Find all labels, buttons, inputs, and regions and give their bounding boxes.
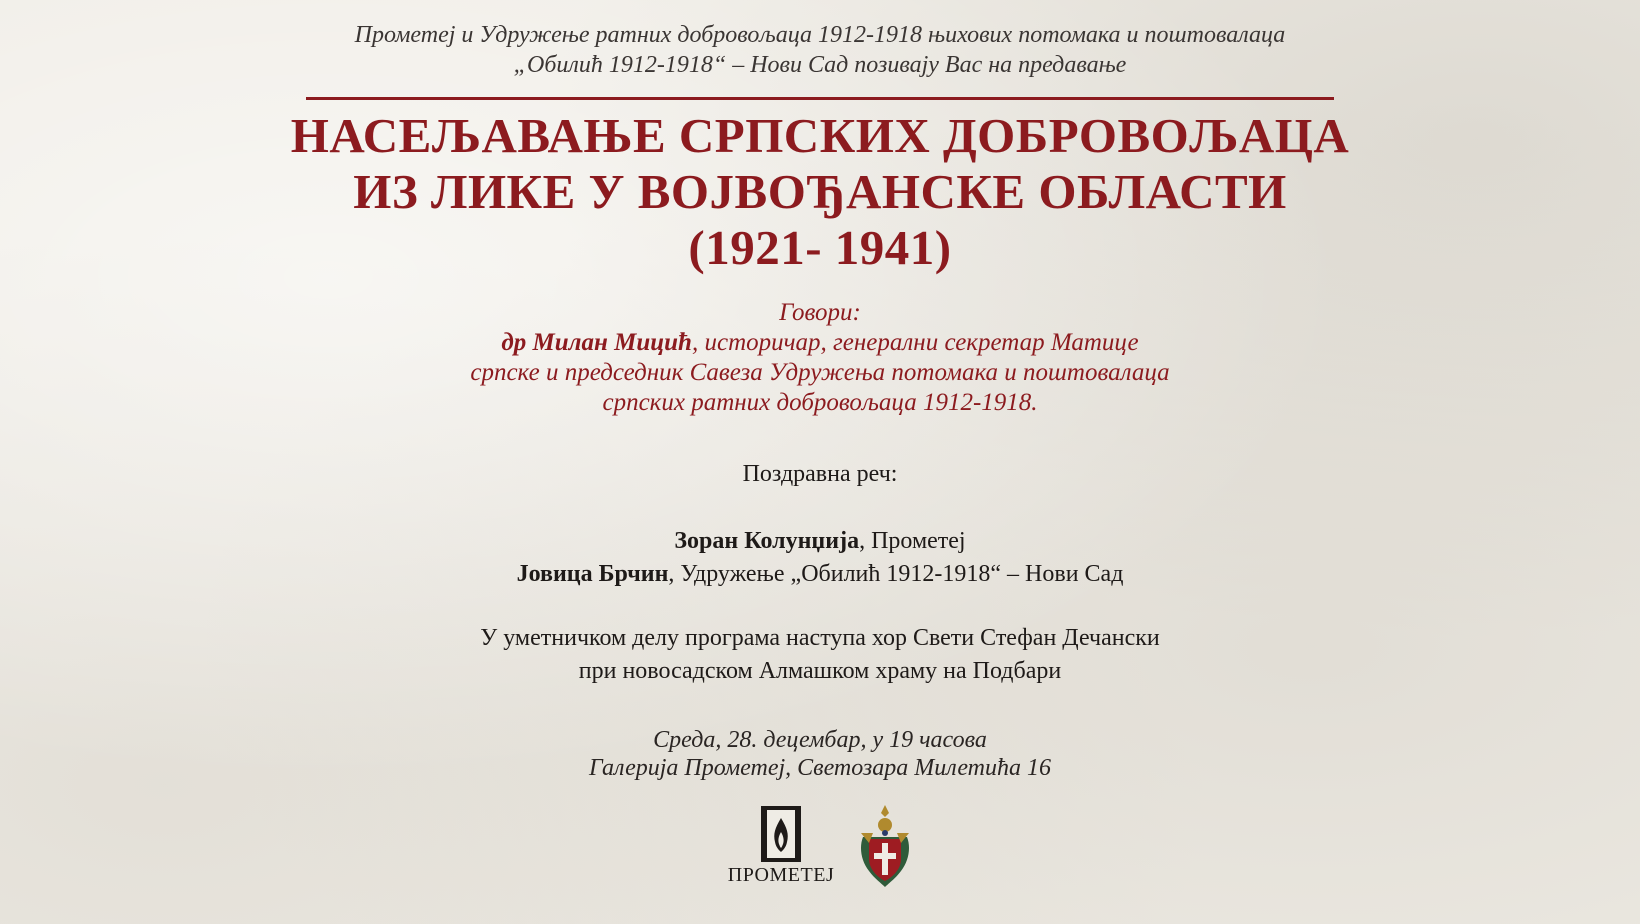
association-crest-icon [855, 803, 915, 891]
flame-logo-icon [761, 806, 801, 862]
program-line-1: У уметничком делу програма наступа хор Свети Стефан Дечански [480, 625, 1160, 651]
divider-rule [306, 97, 1334, 100]
guests-list [0, 525, 1640, 591]
intro-line-2: „Обилић 1912-1918“ – Нови Сад позивају Вас на предавање [513, 52, 1127, 78]
guest-line [0, 525, 1640, 558]
greeting-heading: Поздравна реч: [742, 461, 898, 487]
event-details [0, 726, 1640, 782]
title-line-3: (1921- 1941) [688, 220, 952, 275]
speaker-block [0, 298, 1640, 418]
guest-name: Зоран Колунџија [674, 528, 860, 554]
speaker-desc-2: српске и председник Савеза Удружења потомака и поштовалаца [470, 359, 1170, 386]
logos-row [0, 803, 1640, 893]
speaker-heading: Говори: [779, 299, 861, 326]
title-line-1: НАСЕЉАВАЊЕ СРПСКИХ ДОБРОВОЉАЦА [290, 108, 1350, 163]
event-date: Среда, 28. децембар, у 19 часова [653, 727, 987, 753]
guest-org: , Прометеј [859, 528, 966, 554]
intro-text [0, 20, 1640, 80]
prometej-logo [724, 806, 838, 892]
event-venue: Галерија Прометеј, Светозара Милетића 16 [588, 755, 1052, 781]
guest-org: , Удружење „Обилић 1912-1918“ – Нови Сад [668, 561, 1124, 587]
speaker-desc-3: српских ратних добровољаца 1912-1918. [602, 389, 1038, 416]
intro-line-1: Прометеј и Удружење ратних добровољаца 1912-1918 њихових потомака и поштовалаца [354, 22, 1286, 48]
program-note [0, 622, 1640, 688]
speaker-desc-1: , историчар, генерални секретар Матице [691, 329, 1139, 356]
guest-name: Јовица Брчин [516, 561, 669, 587]
speaker-name: др Милан Мицић [501, 329, 692, 356]
speaker-line-1 [0, 328, 1640, 358]
lecture-title [0, 108, 1640, 276]
guest-line [0, 558, 1640, 591]
title-line-2: ИЗ ЛИКЕ У ВОЈВОЂАНСКЕ ОБЛАСТИ [353, 164, 1287, 219]
prometej-wordmark: ПРОМЕТЕЈ [727, 864, 835, 886]
program-line-2: при новосадском Алмашком храму на Подбари [578, 658, 1062, 684]
